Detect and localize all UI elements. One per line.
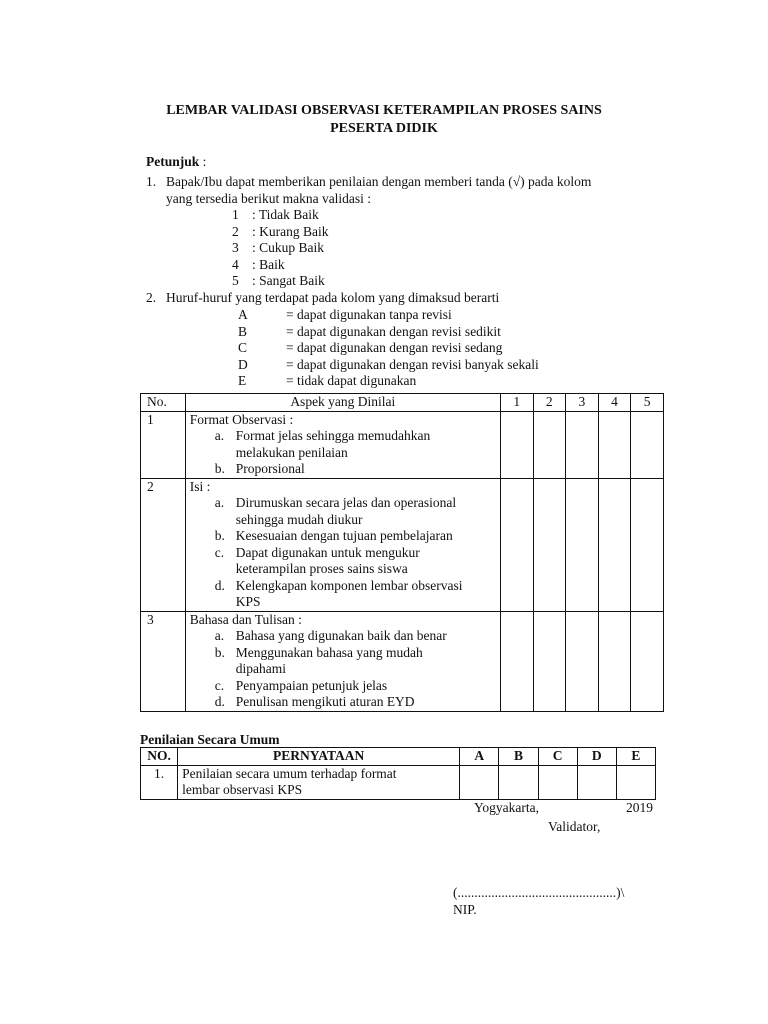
criteria-letter: A [238,307,248,322]
instruction-text: Bapak/Ibu dapat memberikan penilaian dengan memberi tanda (√) pada kolom [166,174,592,189]
aspect-table [140,393,664,712]
header-statement: PERNYATAAN [178,748,460,766]
document-title [120,102,648,138]
criteria-letter: C [238,340,248,355]
signature-nip: NIP. [453,902,477,917]
item-line: Format jelas sehingga memudahkan [235,428,431,443]
title-line-1: LEMBAR VALIDASI OBSERVASI KETERAMPILAN PROSES SAINS [166,103,602,118]
header-grade-d: D [577,748,616,766]
list-item [186,694,500,711]
item-line: Kesesuaian dengan tujuan pembelajaran [235,528,453,543]
list-item [186,578,500,611]
aspect-table-header [141,394,664,412]
instruction-text: Huruf-huruf yang terdapat pada kolom yang dimaksud berarti [166,290,500,305]
item-line: dipahami [235,661,286,676]
item-line: Penulisan mengikuti aturan EYD [235,694,415,709]
statement-line: lembar observasi KPS [182,782,303,797]
scale-item [232,224,329,241]
title-line-2: PESERTA DIDIK [330,121,438,136]
list-item [186,628,500,645]
table-row [141,765,656,799]
header-no: No. [141,394,186,412]
item-line: keterampilan proses sains siswa [235,561,408,576]
score-cell[interactable] [566,611,599,711]
item-letter: a. [214,495,225,510]
header-no: NO. [141,748,178,766]
section-cell [185,611,500,711]
criteria-text: = dapat digunakan tanpa revisi [286,307,452,322]
scale-label: : Sangat Baik [252,273,325,288]
item-line: KPS [235,594,261,609]
score-cell[interactable] [500,411,533,478]
list-item [186,528,500,545]
instruction-text: yang tersedia berikut makna validasi : [166,190,372,206]
criteria-letter: E [238,373,247,388]
item-letter: a. [214,428,225,443]
item-letter: b. [214,461,225,476]
score-cell[interactable] [598,411,631,478]
general-table-header [141,748,656,766]
signature-year: 2019 [626,800,653,815]
signature-city: Yogyakarta, [474,800,539,815]
item-letter: b. [214,528,225,543]
list-item [186,678,500,695]
signature-name-line: (...............................................)\ [453,885,625,900]
scale-item [232,240,324,257]
section-number: 1 [141,411,186,478]
scale-label: : Baik [252,256,285,272]
grade-cell[interactable] [499,765,538,799]
header-grade-c: C [538,748,577,766]
score-cell[interactable] [533,411,566,478]
item-line: Proporsional [235,461,305,476]
scale-label: : Kurang Baik [252,223,329,239]
header-aspect: Aspek yang Dinilai [185,394,500,412]
section-cell [185,478,500,611]
header-grade-b: B [499,748,538,766]
header-score-2: 2 [533,394,566,412]
criteria-item [238,307,452,324]
table-row [141,611,664,711]
score-cell[interactable] [631,411,664,478]
score-cell[interactable] [566,411,599,478]
header-score-4: 4 [598,394,631,412]
petunjuk-heading [146,154,206,171]
petunjuk-suffix: : [199,154,207,169]
scale-item [232,257,285,274]
item-letter: d. [214,694,225,709]
criteria-item [238,324,501,341]
signature-validator: Validator, [548,819,601,834]
score-cell[interactable] [500,478,533,611]
criteria-letter: B [238,323,248,339]
list-item [186,495,500,528]
section-number: 2 [141,478,186,611]
scale-label: : Cukup Baik [252,240,325,255]
score-cell[interactable] [631,478,664,611]
item-line: Dirumuskan secara jelas dan operasional [235,495,457,510]
grade-cell[interactable] [616,765,655,799]
grade-cell[interactable] [538,765,577,799]
list-item [186,545,500,578]
item-line: Penyampaian petunjuk jelas [235,677,388,693]
section-title: Bahasa dan Tulisan : [189,611,302,627]
score-cell[interactable] [500,611,533,711]
scale-number: 4 [232,256,239,272]
scale-number: 1 [232,207,239,222]
petunjuk-label: Petunjuk [146,154,200,169]
criteria-item [238,340,502,357]
general-assessment-title: Penilaian Secara Umum [140,732,280,747]
scale-item [232,273,325,290]
score-cell[interactable] [598,611,631,711]
criteria-item [238,373,416,390]
list-item [186,645,500,678]
instruction-number: 1. [146,174,157,189]
grade-cell[interactable] [577,765,616,799]
list-item [186,461,500,478]
criteria-text: = dapat digunakan dengan revisi banyak sekali [286,356,539,372]
item-line: melakukan penilaian [235,444,348,460]
statement-cell [178,765,460,799]
statement-line: Penilaian secara umum terhadap format [182,765,397,781]
header-score-3: 3 [566,394,599,412]
score-cell[interactable] [533,478,566,611]
scale-number: 2 [232,223,239,239]
table-row [141,478,664,611]
item-line: Bahasa yang digunakan baik dan benar [235,628,447,643]
score-cell[interactable] [533,611,566,711]
score-cell[interactable] [631,611,664,711]
scale-number: 5 [232,273,239,288]
instruction-number: 2. [146,290,157,305]
general-assessment-table [140,747,656,800]
header-grade-a: A [460,748,499,766]
score-cell[interactable] [566,478,599,611]
criteria-letter: D [238,356,248,372]
item-letter: d. [214,577,225,593]
header-grade-e: E [616,748,655,766]
scale-label: : Tidak Baik [252,207,319,222]
criteria-text: = tidak dapat digunakan [286,373,417,388]
section-title: Format Observasi : [189,411,294,427]
header-score-1: 1 [500,394,533,412]
row-number: 1. [141,765,178,799]
scale-number: 3 [232,240,239,255]
list-item [186,428,500,461]
table-row [141,411,664,478]
item-letter: c. [214,544,225,560]
section-title: Isi : [189,478,211,494]
item-line: sehingga mudah diukur [235,511,363,527]
item-letter: a. [214,628,225,643]
item-letter: b. [214,644,225,660]
section-number: 3 [141,611,186,711]
grade-cell[interactable] [460,765,499,799]
item-line: Dapat digunakan untuk mengukur [235,544,420,560]
criteria-text: = dapat digunakan dengan revisi sedang [286,340,503,355]
criteria-text: = dapat digunakan dengan revisi sedikit [286,323,501,339]
item-line: Menggunakan bahasa yang mudah [235,644,423,660]
section-cell [185,411,500,478]
score-cell[interactable] [598,478,631,611]
scale-item [232,207,319,224]
item-line: Kelengkapan komponen lembar observasi [235,577,463,593]
item-letter: c. [214,677,225,693]
criteria-item [238,357,539,374]
header-score-5: 5 [631,394,664,412]
